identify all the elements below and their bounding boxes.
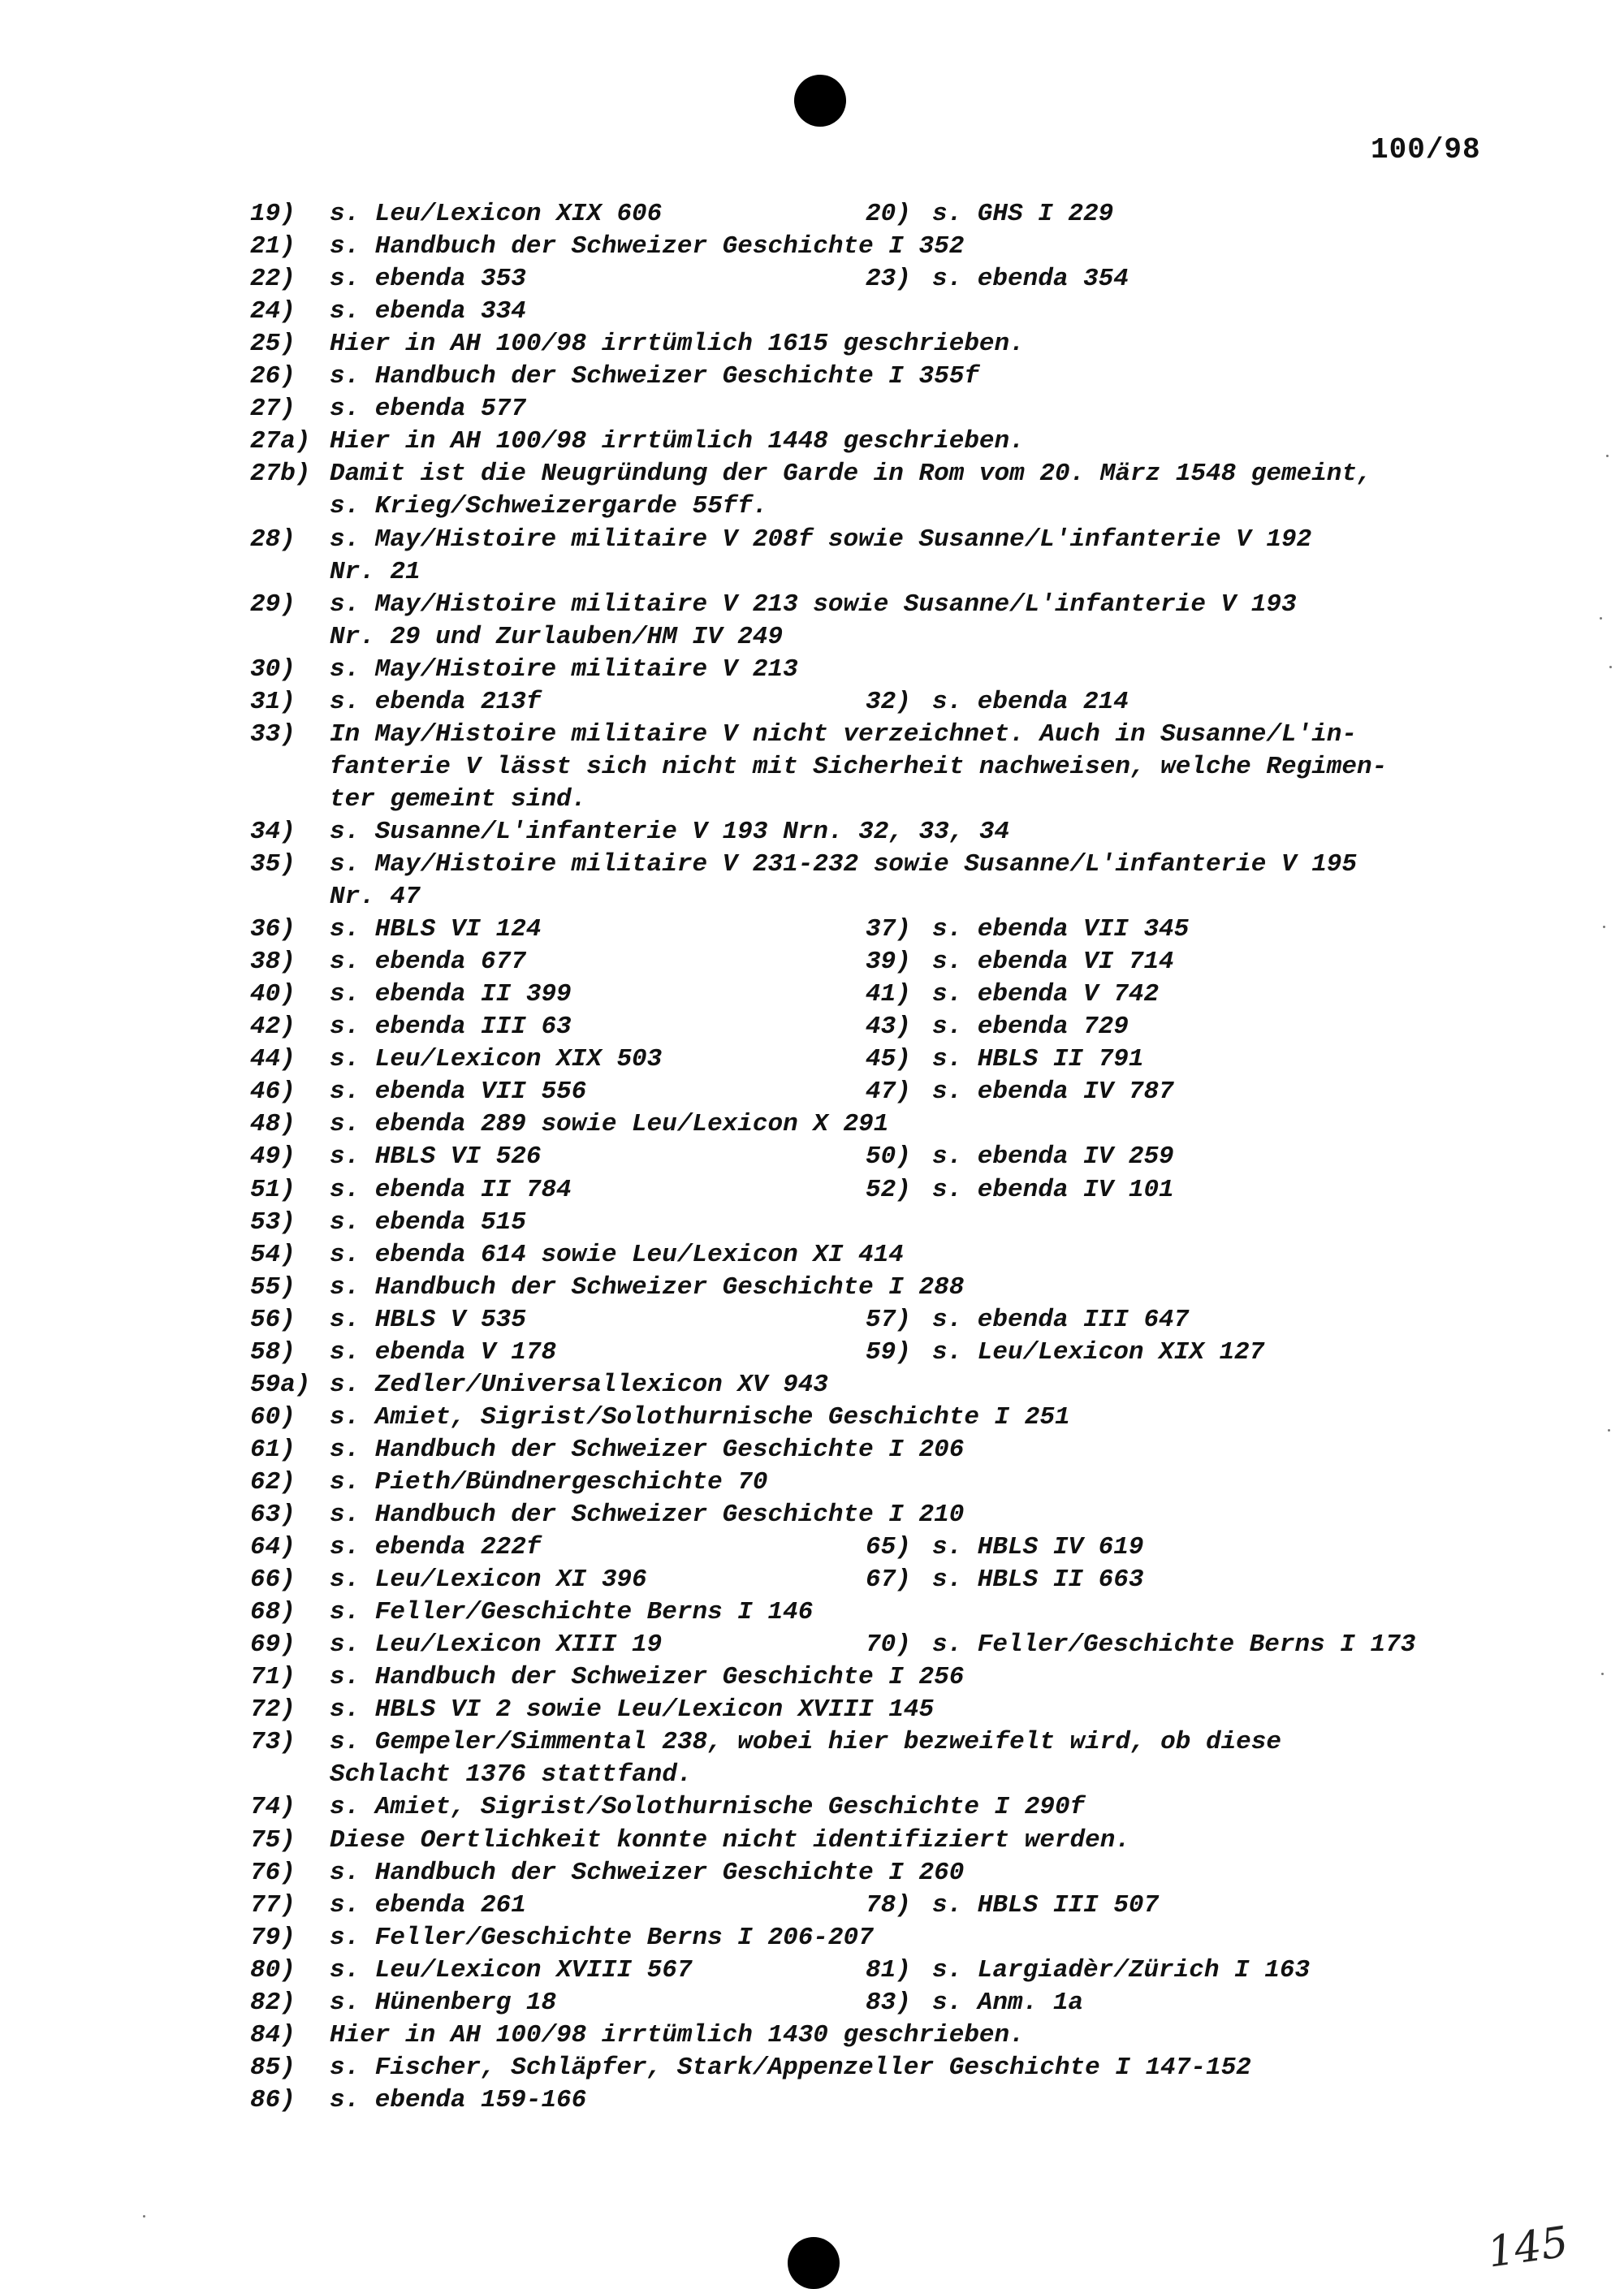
footnote-text: s. Amiet, Sigrist/Solothurnische Geschichte I 251 [330,1402,1070,1432]
footnote-line [0,1890,1624,1922]
scan-speck [1609,666,1612,668]
footnote-number: 47) [866,1078,911,1107]
footnote-text: fanterie V lässt sich nicht mit Sicherheit nachweisen, welche Regimen- [330,752,1388,781]
footnote-number: 27a) [250,427,311,456]
footnote-number: 60) [250,1402,296,1432]
footnote-line [0,1239,1624,1272]
footnote-text: Nr. 21 [330,557,421,586]
footnote-text: s. Leu/Lexicon XIX 606 [330,200,663,228]
footnote-text: Nr. 29 und Zurlauben/HM IV 249 [330,622,784,651]
footnote-line [0,393,1624,425]
footnote-text: s. HBLS VI 526 [330,1142,542,1172]
footnote-number: 71) [250,1663,296,1692]
footnote-number: 78) [866,1890,911,1920]
footnote-number: 50) [866,1142,911,1172]
footnote-number: 83) [866,1988,911,2017]
footnote-text: Schlacht 1376 stattfand. [330,1760,693,1790]
footnote-text: s. ebenda IV 259 [932,1142,1174,1172]
footnote-text: s. ebenda 213f [330,687,542,716]
footnote-line [0,1661,1624,1694]
footnote-line [0,1726,1624,1759]
footnote-text: s. HBLS II 791 [932,1045,1144,1074]
footnote-line [0,1011,1624,1043]
footnote-line [0,198,1624,231]
footnote-line [0,1108,1624,1141]
footnote-text: s. Handbuch der Schweizer Geschichte I 355f [330,362,979,391]
footnote-line [0,849,1624,881]
footnote-text: s. HBLS III 507 [932,1890,1160,1920]
footnote-text: s. ebenda II 399 [330,980,572,1009]
footnote-text: s. Zedler/Universallexicon XV 943 [330,1370,828,1399]
footnote-text: s. GHS I 229 [932,200,1114,228]
footnote-number: 20) [866,200,911,228]
footnote-text: Diese Oertlichkeit konnte nicht identifiziert werden. [330,1825,1130,1855]
footnote-number: 74) [250,1793,296,1822]
footnote-text: s. ebenda 515 [330,1207,526,1237]
footnote-text: s. ebenda 289 sowie Leu/Lexicon X 291 [330,1110,889,1139]
footnote-text: s. ebenda 222f [330,1533,542,1562]
footnote-text: s. HBLS II 663 [932,1566,1144,1595]
footnote-line [0,1369,1624,1401]
footnote-line [0,1564,1624,1596]
footnote-line [0,328,1624,361]
footnote-line [0,1499,1624,1531]
footnote-number: 34) [250,817,296,846]
footnote-line [0,1954,1624,1987]
footnote-text: s. Leu/Lexicon XIII 19 [330,1630,663,1660]
footnote-number: 27b) [250,460,311,489]
footnote-number: 79) [250,1923,296,1952]
footnote-text: s. Susanne/L'infanterie V 193 Nrn. 32, 33, 34 [330,817,1010,846]
footnote-text: s. Amiet, Sigrist/Solothurnische Geschichte I 290f [330,1793,1086,1822]
footnote-text: s. ebenda 214 [932,687,1129,716]
scan-speck [1606,455,1609,457]
footnote-number: 36) [250,915,296,944]
footnote-line [0,1922,1624,1954]
footnote-number: 76) [250,1858,296,1887]
footnote-text: s. May/Histoire militaire V 213 sowie Susanne/L'infanterie V 193 [330,590,1297,619]
footnote-number: 31) [250,687,296,716]
footnote-number: 62) [250,1467,296,1496]
footnote-text: s. Handbuch der Schweizer Geschichte I 256 [330,1663,965,1692]
footnote-text: s. Handbuch der Schweizer Geschichte I 288 [330,1272,965,1302]
footnote-line [0,1141,1624,1173]
footnote-number: 72) [250,1695,296,1725]
footnote-number: 30) [250,654,296,684]
footnote-number: 81) [866,1955,911,1985]
footnote-line [0,425,1624,458]
footnote-number: 73) [250,1728,296,1757]
footnote-line [0,1434,1624,1466]
footnote-number: 64) [250,1533,296,1562]
footnote-number: 49) [250,1142,296,1172]
footnote-text: s. Krieg/Schweizergarde 55ff. [330,492,768,521]
footnote-line [0,913,1624,946]
footnote-line [0,1466,1624,1499]
footnote-text: s. ebenda 354 [932,265,1129,294]
footnote-line [0,589,1624,621]
footnote-line [0,1043,1624,1076]
footnote-line [0,978,1624,1011]
footnote-number: 33) [250,719,296,749]
footnote-text: s. ebenda 334 [330,297,526,326]
footnote-line [0,881,1624,913]
footnote-number: 69) [250,1630,296,1660]
footnote-text: s. ebenda IV 101 [932,1175,1174,1204]
footnote-text: s. Leu/Lexicon XVIII 567 [330,1955,693,1985]
footnote-number: 22) [250,265,296,294]
footnote-line [0,2019,1624,2052]
footnote-text: s. Gempeler/Simmental 238, wobei hier bezweifelt wird, ob diese [330,1728,1281,1757]
footnote-text: In May/Histoire militaire V nicht verzeichnet. Auch in Susanne/L'in- [330,719,1358,749]
footnote-line [0,296,1624,328]
footnote-number: 40) [250,980,296,1009]
footnote-number: 45) [866,1045,911,1074]
footnote-number: 86) [250,2085,296,2114]
footnote-number: 46) [250,1078,296,1107]
footnote-line [0,1694,1624,1726]
scan-speck [1608,1429,1610,1432]
footnote-text: s. Leu/Lexicon XI 396 [330,1566,647,1595]
footnote-line [0,361,1624,393]
footnote-number: 61) [250,1435,296,1464]
footnote-text: s. Handbuch der Schweizer Geschichte I 260 [330,1858,965,1887]
footnote-number: 29) [250,590,296,619]
footnote-number: 44) [250,1045,296,1074]
footnote-text: Hier in AH 100/98 irrtümlich 1430 geschrieben. [330,2020,1025,2049]
footnote-number: 32) [866,687,911,716]
footnote-text: s. ebenda III 647 [932,1305,1190,1334]
footnote-line [0,1857,1624,1890]
footnote-number: 35) [250,850,296,879]
footnote-text: s. HBLS VI 124 [330,915,542,944]
footnote-number: 21) [250,232,296,261]
footnote-text: s. May/Histoire militaire V 213 [330,654,798,684]
footnote-text: s. ebenda V 742 [932,980,1160,1009]
footnote-line [0,1076,1624,1108]
footnote-line [0,816,1624,849]
footnote-number: 58) [250,1337,296,1367]
footnote-text: Hier in AH 100/98 irrtümlich 1615 geschrieben. [330,330,1025,359]
footnote-text: s. ebenda 614 sowie Leu/Lexicon XI 414 [330,1240,904,1269]
footnote-number: 75) [250,1825,296,1855]
footnote-number: 26) [250,362,296,391]
footnote-line [0,946,1624,978]
footnote-number: 51) [250,1175,296,1204]
footnote-number: 56) [250,1305,296,1334]
footnote-text: s. ebenda 159-166 [330,2085,587,2114]
footnote-number: 80) [250,1955,296,1985]
footnote-number: 54) [250,1240,296,1269]
scan-speck [143,2215,145,2218]
footnote-text: s. Handbuch der Schweizer Geschichte I 206 [330,1435,965,1464]
footnote-number: 24) [250,297,296,326]
footnote-text: s. Largiadèr/Zürich I 163 [932,1955,1311,1985]
footnote-text: s. HBLS V 535 [330,1305,526,1334]
footnote-number: 25) [250,330,296,359]
footnote-text: s. ebenda VI 714 [932,948,1174,977]
footnote-number: 85) [250,2053,296,2082]
footnote-number: 68) [250,1598,296,1627]
footnote-text: s. ebenda 261 [330,1890,526,1920]
page-reference: 100/98 [1371,133,1481,166]
footnote-number: 38) [250,948,296,977]
footnote-line [0,524,1624,556]
footnote-line [0,654,1624,686]
footnote-text: s. Leu/Lexicon XIX 503 [330,1045,663,1074]
footnote-line [0,1207,1624,1239]
footnote-text: s. ebenda 677 [330,948,526,977]
footnote-text: s. Hünenberg 18 [330,1988,557,2017]
footnote-text: s. ebenda V 178 [330,1337,557,1367]
footnote-text: s. ebenda VII 345 [932,915,1190,944]
footnote-number: 39) [866,948,911,977]
footnote-number: 82) [250,1988,296,2017]
footnote-number: 55) [250,1272,296,1302]
footnote-text: s. ebenda 577 [330,395,526,424]
footnote-number: 53) [250,1207,296,1237]
footnote-text: s. ebenda 353 [330,265,526,294]
footnote-number: 23) [866,265,911,294]
footnote-number: 52) [866,1175,911,1204]
footnote-line [0,1629,1624,1661]
footnote-line [0,2052,1624,2084]
scan-speck [1601,1673,1604,1675]
footnote-line [0,1531,1624,1564]
footnote-number: 28) [250,525,296,554]
footnote-number: 70) [866,1630,911,1660]
footnote-line [0,1174,1624,1207]
footnote-line [0,621,1624,654]
footnote-text: Damit ist die Neugründung der Garde in Rom vom 20. März 1548 gemeint, [330,460,1372,489]
footnote-number: 43) [866,1013,911,1042]
footnote-line [0,1337,1624,1369]
footnote-number: 67) [866,1566,911,1595]
footnote-number: 42) [250,1013,296,1042]
scan-speck [1603,926,1605,928]
footnote-text: Hier in AH 100/98 irrtümlich 1448 geschrieben. [330,427,1025,456]
footnote-number: 19) [250,200,296,228]
footnote-text: s. Leu/Lexicon XIX 127 [932,1337,1265,1367]
footnote-text: s. Feller/Geschichte Berns I 206-207 [330,1923,874,1952]
footnote-number: 65) [866,1533,911,1562]
footnote-number: 57) [866,1305,911,1334]
footnote-text: ter gemeint sind. [330,784,587,814]
footnote-text: s. Pieth/Bündnergeschichte 70 [330,1467,768,1496]
footnote-line [0,458,1624,490]
punch-hole-bottom [788,2237,840,2289]
footnote-line [0,490,1624,523]
footnote-line [0,1304,1624,1337]
footnote-line [0,719,1624,751]
footnote-number: 48) [250,1110,296,1139]
footnote-line [0,1825,1624,1857]
footnote-number: 37) [866,915,911,944]
footnote-line [0,231,1624,263]
footnote-text: s. Fischer, Schläpfer, Stark/Appenzeller Geschichte I 147-152 [330,2053,1251,2082]
footnote-line [0,556,1624,589]
footnote-text: s. Feller/Geschichte Berns I 146 [330,1598,814,1627]
footnote-text: s. May/Histoire militaire V 231-232 sowie Susanne/L'infanterie V 195 [330,850,1358,879]
footnote-line [0,263,1624,296]
footnote-number: 59) [866,1337,911,1367]
footnote-text: s. ebenda II 784 [330,1175,572,1204]
footnote-line [0,1791,1624,1824]
footnote-text: s. Handbuch der Schweizer Geschichte I 352 [330,232,965,261]
footnote-line [0,2084,1624,2117]
footnote-number: 59a) [250,1370,311,1399]
footnote-text: s. ebenda 729 [932,1013,1129,1042]
footnote-text: s. ebenda IV 787 [932,1078,1174,1107]
footnote-line [0,686,1624,719]
footnote-line [0,1759,1624,1791]
footnote-number: 84) [250,2020,296,2049]
punch-hole-top [794,75,846,127]
scan-speck [1600,617,1602,620]
footnote-line [0,1987,1624,2019]
footnote-text: s. Feller/Geschichte Berns I 173 [932,1630,1416,1660]
footnote-number: 66) [250,1566,296,1595]
handwritten-page-number: 145 [1484,2218,1571,2278]
footnote-number: 77) [250,1890,296,1920]
footnote-text: s. ebenda VII 556 [330,1078,587,1107]
footnote-line [0,784,1624,816]
footnote-text: s. Anm. 1a [932,1988,1084,2017]
footnote-text: s. HBLS IV 619 [932,1533,1144,1562]
footnote-number: 27) [250,395,296,424]
footnote-number: 63) [250,1501,296,1529]
footnote-text: s. ebenda III 63 [330,1013,572,1042]
footnote-line [0,1596,1624,1629]
footnote-line [0,1272,1624,1304]
footnote-text: s. Handbuch der Schweizer Geschichte I 210 [330,1501,965,1529]
footnote-number: 41) [866,980,911,1009]
footnote-line [0,1401,1624,1434]
footnote-text: Nr. 47 [330,883,421,912]
footnote-text: s. May/Histoire militaire V 208f sowie Susanne/L'infanterie V 192 [330,525,1312,554]
footnote-line [0,751,1624,784]
footnote-text: s. HBLS VI 2 sowie Leu/Lexicon XVIII 145 [330,1695,935,1725]
